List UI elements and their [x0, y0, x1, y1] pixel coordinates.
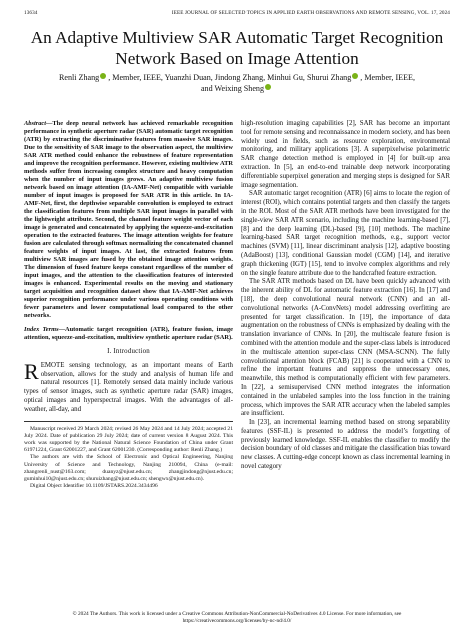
left-column: [24, 120, 233, 490]
page-number: 13634: [24, 10, 38, 16]
abstract-lead: Abstract: [24, 120, 47, 127]
license-text: © 2024 The Authors. This work is licensed under a Creative Commons Attribution-NonCommercial-NoDerivatives 4.0 License. For more information, see: [72, 611, 402, 617]
body-paragraph: SAR automatic target recognition (ATR) [6] aims to locate the region of interest (ROI), which contains potential targets and then classify the targets in the ROI. Most of the SAR ATR methods have been investigated for the single-view SAR ATR scenario, including the machine learning-based [7], [8] and the deep learning (DL)-based [9], [10] methods. The machine learning-based SAR target recognition methods, e.g., support vector machines (SVM) [11], linear discriminant analysis [12], adaptive boosting (AdaBoost) [13], conditional Gaussian model (CGM) [14], and iterative graph thickening (IGT) [15], tend to involve complex algorithms and rely on the single feature attribute due to the handcrafted feature extraction.: [241, 190, 450, 277]
orcid-icon[interactable]: [352, 73, 358, 79]
footnote-affiliation: The authors are with the School of Electronic and Optical Engineering, Nanjing University of Science and Technology, Nanjing 210094, China (e-mail: zhangrenli_nust@163.com; duanyz@njust.edu.cn; zhangjindong@njust.edu.cn; guminhui10@njust.edu.cn; shuruizhang@njust.edu.cn; shengwx@njust.edu.cn).: [24, 454, 233, 482]
author-block: [40, 72, 434, 94]
paper-title: An Adaptive Multiview SAR Automatic Target Recognition Network Based on Image Attention: [30, 28, 444, 68]
abstract-text: —The deep neural network has achieved remarkable recognition performance in synthetic aperture radar (SAR) automatic target recognition (ATR) by extracting the discriminative features from massive SAR images. Due to the sensitivity of SAR image to the observation aspect, the multiview SAR ATR method could enhance the robustness of feature representation and improve the recognition performance. However, existing multiview ATR methods suffer from increasing complex structure and heavy computation when the number of input images grows. An adaptive multiview fusion network based on image attention (IA-AMF-Net) compatible with variable number of input images is proposed for SAR ATR in this article. In IA-AMF-Net, first, the depthwise separable convolution is employed to extract the classification features from multiple SAR input images in parallel with the lightweight attribute. Second, the channel feature weight vector of each image is generated and concatenated by applying the squeeze-and-excitation operation to the extracted features. The image attention weights for feature fusion are calculated through softmax normalizing the concatenated channel feature weights of input images. At last, the extracted features from multiview SAR images are fused by the obtained image attention weights. The dimension of fused feature keeps constant regardless of the number of input images, and the attention to the classification features of interested images is enhanced. Experimental results on the moving and stationary target acquisition and recognition dataset show that IA-AMF-Net achieves superior recognition performance under various operating conditions with fewer parameters and lower computational load compared to the other networks.: [24, 120, 233, 319]
author-line-1: [40, 72, 434, 83]
running-header: [24, 10, 450, 20]
footnote-manuscript: Manuscript received 29 March 2024; revised 26 May 2024 and 14 July 2024; accepted 21 July 2024. Date of publication 29 July 2024; date of current version 8 August 2024. This work was supported by the National Natural Science Foundation of China under Grant 61971224, Grant 62001227, and Grant 62001230. (Corresponding author: Renli Zhang.): [24, 425, 233, 454]
body-paragraph: high-resolution imaging capabilities [2], SAR has become an important tool for remote sensing and reconnaissance in modern society, and has been widely used in fields, such as resource exploration, environmental monitoring, and military applications [3]. A superpixelwise polarimetric SAR change detection method is employed in [4] for built-up area extraction. In [5], an end-to-end trainable deep network incorporating differentiable superpixel generation and merging steps is designed for SAR image segmentation.: [241, 120, 450, 189]
footnote-doi[interactable]: Digital Object Identifier 10.1109/JSTARS.2024.3434496: [30, 483, 158, 490]
body-paragraph: In [23], an incremental learning method based on strong separability features (SSF-IL) is presented to address the model’s forgetting of previously learned knowledge. SSF-IL enables the classifier to modify the decision boundary of old classes and mitigate the classification bias toward new classes. A cutting-edge concept known as class incremental learning in novel category: [241, 419, 450, 471]
orcid-icon[interactable]: [100, 73, 106, 79]
section-heading: I. Introduction: [107, 348, 150, 355]
intro-text: EMOTE sensing technology, as an important means of Earth observation, allows for the study and analysis of human life and natural resources [1]. Remotely sensed data mainly include various types of sensor images, such as synthetic aperture radar (SAR) images, optical images and hyperspectral images. With the advantages of all-weather, all-day, and: [24, 361, 233, 413]
author-names-b: , Member, IEEE, Yuanzhi Duan, Jindong Zhang, Minhui Gu, Shurui Zhang: [108, 73, 352, 82]
right-column: [241, 120, 450, 472]
author-line-2: [40, 83, 434, 94]
author-names-c: , Member, IEEE,: [360, 73, 416, 82]
body-paragraph: The SAR ATR methods based on DL have been quickly advanced with the inherent ability of DL for automatic feature extraction [16]. In [17] and [18], the deep convolutional neural network (CNN) and an all-convolutional networks (A-ConvNets) model addressing overfitting are presented for target classification. In [19], the importance of data augmentation on the robustness of CNNs is emphasized by dealing with the translation invariance of CNNs. In [20], the multiscale feature fusion is combined with the attention module and the super-class labels is introduced in the multiscale attention super-class CNN (MSA-SCNN). The fully convolutional attention block (FCAB) [21] is cooperated with a CNN to refine the important features and suppress the unnecessary ones, meanwhile, this method is computationally efficient with few parameters. In [22], a semisupervised CNN method integrates the information contained in the unlabeled samples into the loss function in the training process, which improves the SAR ATR accuracy when the labeled samples are insufficient.: [241, 278, 450, 418]
index-terms: [24, 326, 233, 342]
drop-cap: R: [24, 358, 39, 384]
footnotes: [24, 426, 233, 491]
index-terms-text: —Automatic target recognition (ATR), feature fusion, image attention, squeeze-and-excitation, multiview synthetic aperture radar (SAR).: [24, 326, 233, 341]
index-terms-lead: Index Terms: [24, 326, 59, 333]
author-names-a: Renli Zhang: [58, 73, 100, 82]
license-notice: [24, 611, 450, 625]
footnote-rule: [24, 421, 233, 422]
license-link[interactable]: https://creativecommons.org/licenses/by-nc-nd/4.0/: [182, 617, 292, 624]
orcid-icon[interactable]: [265, 84, 271, 90]
intro-paragraph: [24, 358, 233, 415]
journal-name: IEEE JOURNAL OF SELECTED TOPICS IN APPLIED EARTH OBSERVATIONS AND REMOTE SENSING, VOL. 17, 2024: [171, 10, 450, 16]
author-names-d: and Weixing Sheng: [200, 84, 265, 93]
abstract: [24, 120, 233, 320]
